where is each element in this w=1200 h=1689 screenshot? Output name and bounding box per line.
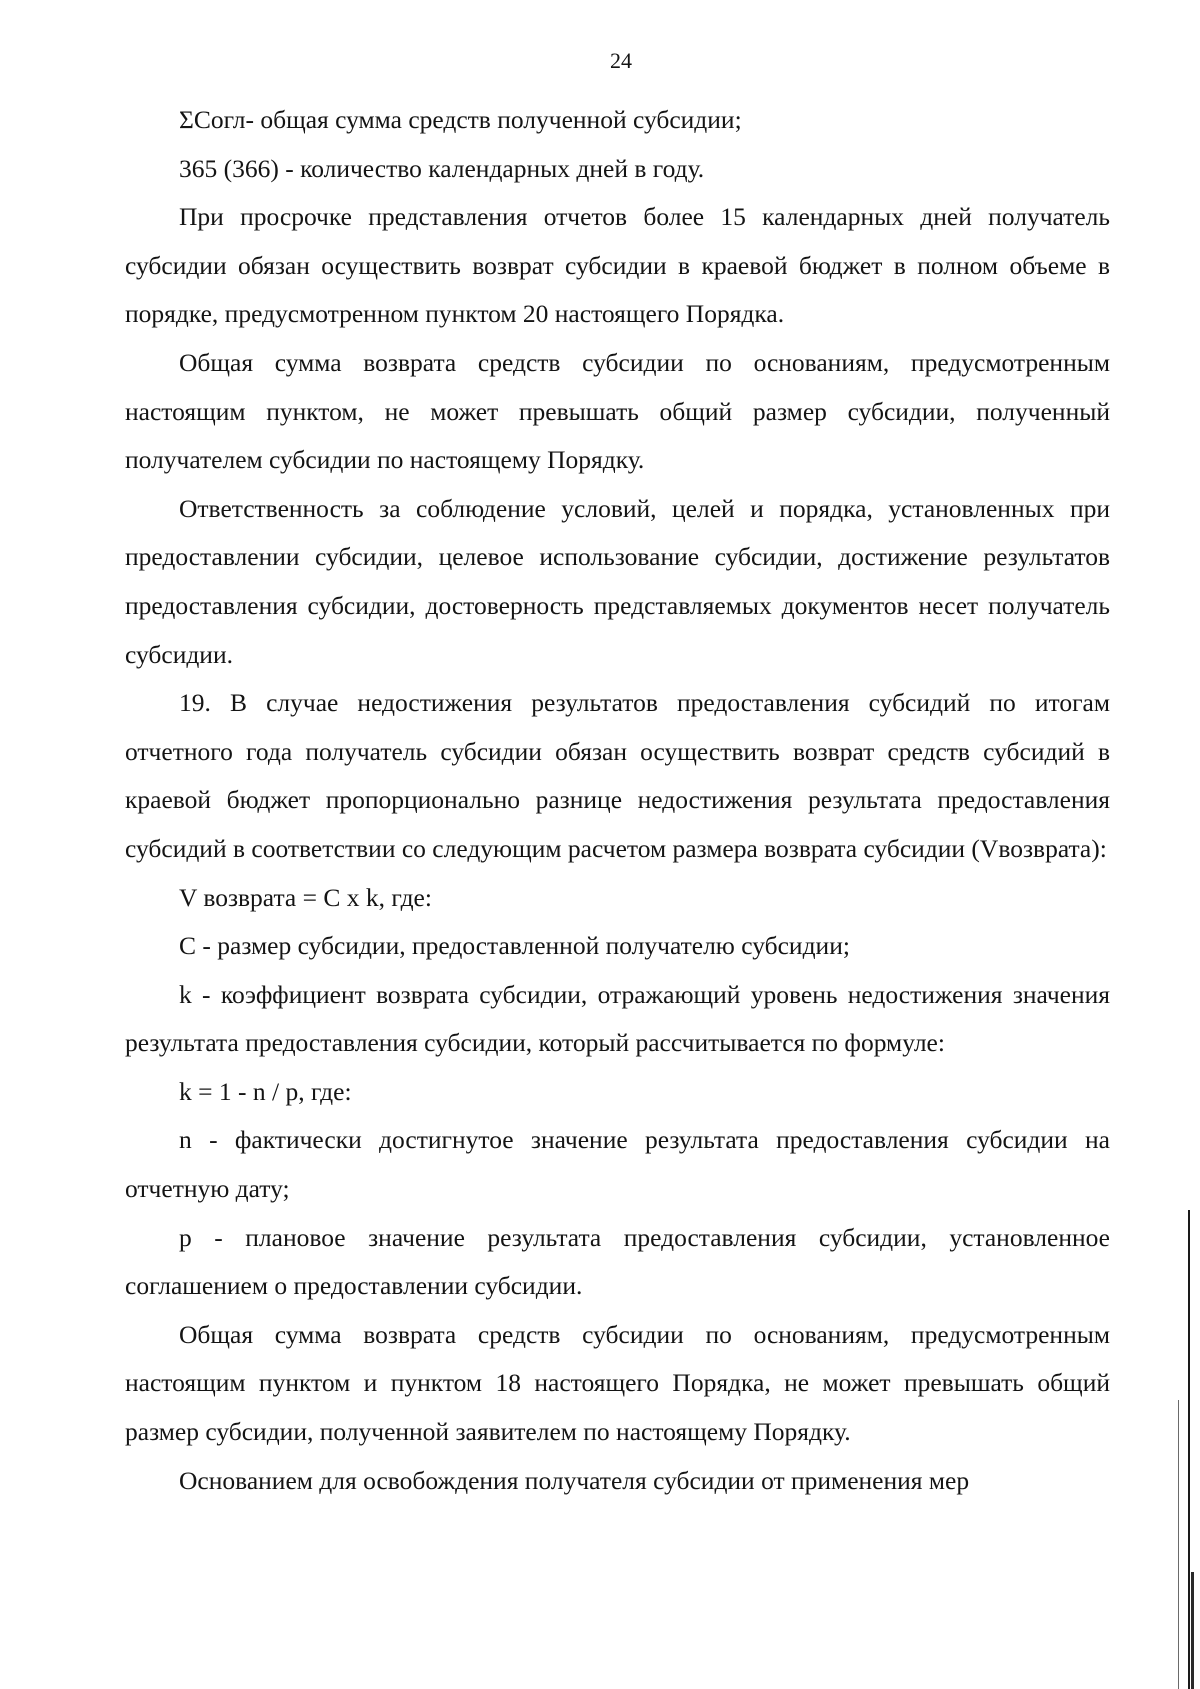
paragraph-total-return-limit-18: Общая сумма возврата средств субсидии по основаниям, предусмотренным настоящим пунктом и пунктом 18 настоящего Порядка, не может превышать общий размер субсидии, полученной заявителем по настоящему Порядку. bbox=[125, 1319, 1110, 1447]
paragraph-days-definition: 365 (366) - количество календарных дней в году. bbox=[179, 153, 705, 183]
definition-c: С - размер субсидии, предоставленной получателю субсидии; bbox=[179, 931, 850, 961]
paragraph-responsibility: Ответственность за соблюдение условий, целей и порядка, установленных при предоставлении субсидии, целевое использование субсидии, достижение результатов предоставления субсидии, достоверность представляемых документов несет получатель субсидии. bbox=[125, 493, 1110, 669]
paragraph-total-return-limit: Общая сумма возврата средств субсидии по основаниям, предусмотренным настоящим пунктом, не может превышать общий размер субсидии, полученный получателем субсидии по настоящему Порядку. bbox=[125, 347, 1110, 475]
scan-edge-shadow bbox=[1178, 1400, 1179, 1689]
formula-k: k = 1 - n / p, где: bbox=[179, 1076, 352, 1106]
paragraph-exemption-basis: Основанием для освобождения получателя субсидии от применения мер bbox=[179, 1465, 970, 1495]
paragraph-report-delay: При просрочке представления отчетов более 15 календарных дней получатель субсидии обязан осуществить возврат субсидии в краевой бюджет в полном объеме в порядке, предусмотренном пунктом 20 настоящего Порядка. bbox=[125, 202, 1110, 329]
page-number: 24 bbox=[610, 48, 632, 73]
document-body bbox=[125, 96, 1110, 1505]
definition-k: k - коэффициент возврата субсидии, отражающий уровень недостижения значения результата предоставления субсидии, который рассчитывается по формуле: bbox=[125, 979, 1110, 1058]
paragraph-sigma-definition: ΣСогл- общая сумма средств полученной субсидии; bbox=[179, 105, 742, 134]
definition-n: n - фактически достигнутое значение результата предоставления субсидии на отчетную дату; bbox=[125, 1125, 1110, 1204]
formula-v-return: V возврата = С х k, где: bbox=[179, 882, 432, 912]
definition-p: p - плановое значение результата предоставления субсидии, установленное соглашением о предоставлении субсидии. bbox=[125, 1222, 1110, 1301]
scan-edge-line bbox=[1188, 1210, 1190, 1689]
paragraph-clause-19: 19. В случае недостижения результатов предоставления субсидий по итогам отчетного года получатель субсидии обязан осуществить возврат средств субсидий в краевой бюджет пропорционально разнице недостижения результата предоставления субсидий в соответствии со следующим расчетом размера возврата субсидии (Vвозврата): bbox=[125, 688, 1110, 863]
scan-edge-mark bbox=[1191, 1572, 1194, 1689]
